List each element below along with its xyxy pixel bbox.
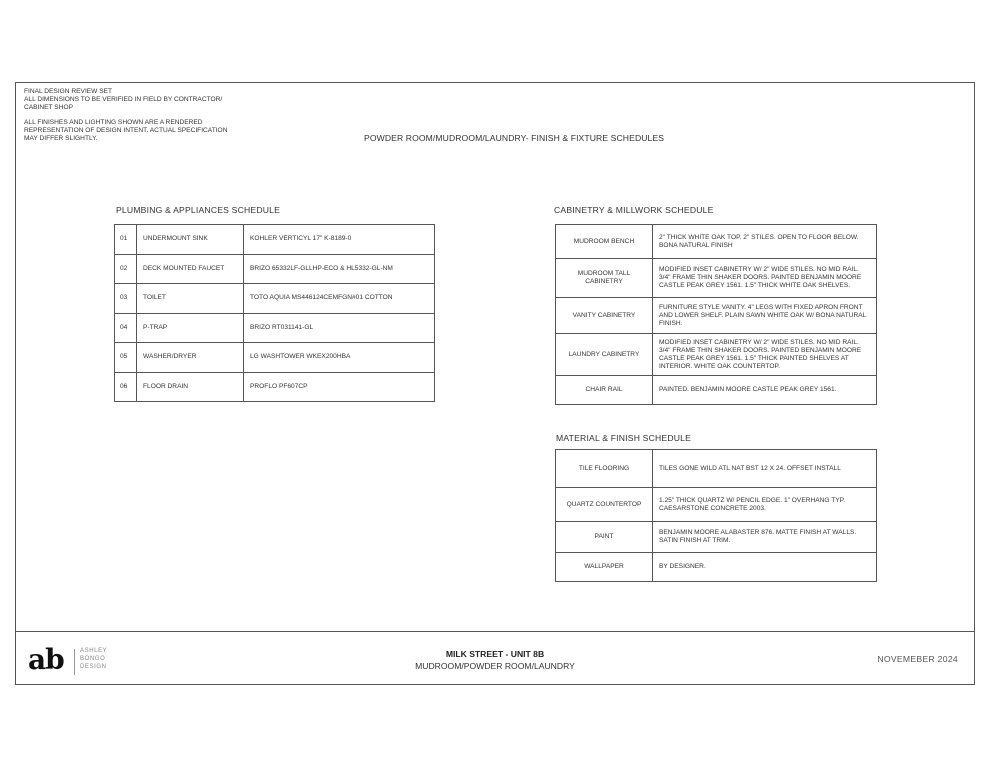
table-row <box>556 376 877 405</box>
item-name: MUDROOM TALL CABINETRY <box>556 259 653 298</box>
item-number: 01 <box>115 225 137 255</box>
note-line: ALL DIMENSIONS TO BE VERIFIED IN FIELD BY CONTRACTOR/ <box>24 96 223 103</box>
item-name: QUARTZ COUNTERTOP <box>556 488 653 522</box>
item-spec: 1.25" THICK QUARTZ W/ PENCIL EDGE. 1" OVERHANG TYP. CAESARSTONE CONCRETE 2003. <box>653 488 877 522</box>
item-name: FLOOR DRAIN <box>137 372 244 402</box>
title-block-divider <box>16 631 974 632</box>
item-spec: MODIFIED INSET CABINETRY W/ 2" WIDE STILES. NO MID RAIL. 3/4" FRAME THIN SHAKER DOORS. PAINTED BENJAMIN MOORE CASTLE PEAK GREY 1561. 1.5" THICK WHITE OAK SHELVES. <box>653 259 877 298</box>
cabinetry-schedule-table <box>555 224 877 405</box>
item-spec: BENJAMIN MOORE ALABASTER 876. MATTE FINISH AT WALLS. SATIN FINISH AT TRIM. <box>653 522 877 553</box>
item-spec: PROFLO PF607CP <box>244 372 435 402</box>
item-spec: BY DESIGNER. <box>653 553 877 582</box>
item-name: TILE FLOORING <box>556 450 653 488</box>
item-spec: FURNITURE STYLE VANITY. 4" LEGS WITH FIXED APRON FRONT AND LOWER SHELF. PLAIN SAWN WHITE OAK W/ BONA NATURAL FINISH. <box>653 298 877 334</box>
plumbing-schedule-title: PLUMBING & APPLIANCES SCHEDULE <box>116 205 281 215</box>
item-spec: MODIFIED INSET CABINETRY W/ 2" WIDE STILES. NO MID RAIL. 3/4" FRAME THIN SHAKER DOORS. PAINTED BENJAMIN MOORE CASTLE PEAK GREY 1561. 1.5" THICK PAINTED SHELVES AT INTERIOR. WHITE OAK COUNTERTOP. <box>653 334 877 376</box>
note-line: ALL FINISHES AND LIGHTING SHOWN ARE A RENDERED <box>24 119 203 126</box>
project-name: MILK STREET - UNIT 8B <box>445 649 545 659</box>
table-row <box>556 334 877 376</box>
table-row <box>115 343 435 373</box>
company-name-line: BONGO <box>80 656 106 662</box>
item-name: PAINT <box>556 522 653 553</box>
item-name: CHAIR RAIL <box>556 376 653 405</box>
note-line: REPRESENTATION OF DESIGN INTENT. ACTUAL SPECIFICATION <box>24 127 228 134</box>
project-subtitle: MUDROOM/POWDER ROOM/LAUNDRY <box>415 661 575 671</box>
item-spec: KOHLER VERTICYL 17" K-8189-0 <box>244 225 435 255</box>
table-row <box>556 522 877 553</box>
item-name: UNDERMOUNT SINK <box>137 225 244 255</box>
item-name: WALLPAPER <box>556 553 653 582</box>
item-spec: PAINTED. BENJAMIN MOORE CASTLE PEAK GREY 1561. <box>653 376 877 405</box>
table-row <box>556 450 877 488</box>
item-number: 06 <box>115 372 137 402</box>
sheet-title: POWDER ROOM/MUDROOM/LAUNDRY- FINISH & FIXTURE SCHEDULES <box>364 133 665 143</box>
item-number: 05 <box>115 343 137 373</box>
cabinetry-schedule-title: CABINETRY & MILLWORK SCHEDULE <box>554 205 714 215</box>
company-name-line: ASHLEY <box>80 648 108 654</box>
item-name: MUDROOM BENCH <box>556 225 653 259</box>
company-logo: ab <box>28 643 64 676</box>
company-name-line: DESIGN <box>80 664 107 670</box>
plumbing-schedule-table <box>114 224 435 402</box>
item-name: P-TRAP <box>137 313 244 343</box>
table-row <box>115 254 435 284</box>
item-spec: BRIZO RT031141-GL <box>244 313 435 343</box>
item-spec: TILES GONE WILD ATL NAT BST 12 X 24. OFFSET INSTALL <box>653 450 877 488</box>
item-number: 02 <box>115 254 137 284</box>
general-notes <box>24 88 244 143</box>
table-row <box>115 225 435 255</box>
material-schedule-table <box>555 449 877 582</box>
item-spec: LG WASHTOWER WKEX200HBA <box>244 343 435 373</box>
issue-date: NOVEMEBER 2024 <box>877 654 958 664</box>
item-spec: TOTO AQUIA MS446124CEMFGN#01 COTTON <box>244 284 435 314</box>
note-line: MAY DIFFER SLIGHTLY. <box>24 135 98 142</box>
note-line: CABINET SHOP <box>24 104 73 111</box>
item-number: 03 <box>115 284 137 314</box>
item-number: 04 <box>115 313 137 343</box>
item-spec: 2" THICK WHITE OAK TOP. 2" STILES. OPEN TO FLOOR BELOW. BONA NATURAL FINISH <box>653 225 877 259</box>
item-name: LAUNDRY CABINETRY <box>556 334 653 376</box>
item-name: VANITY CABINETRY <box>556 298 653 334</box>
item-spec: BRIZO 65332LF-GLLHP-ECO & HL5332-GL-NM <box>244 254 435 284</box>
table-row <box>556 553 877 582</box>
item-name: DECK MOUNTED FAUCET <box>137 254 244 284</box>
table-row <box>556 259 877 298</box>
drawing-sheet <box>15 82 975 685</box>
table-row <box>115 284 435 314</box>
item-name: WASHER/DRYER <box>137 343 244 373</box>
table-row <box>115 313 435 343</box>
item-name: TOILET <box>137 284 244 314</box>
note-line: FINAL DESIGN REVIEW SET <box>24 88 113 95</box>
table-row <box>115 372 435 402</box>
table-row <box>556 225 877 259</box>
table-row <box>556 488 877 522</box>
material-schedule-title: MATERIAL & FINISH SCHEDULE <box>556 433 692 443</box>
table-row <box>556 298 877 334</box>
